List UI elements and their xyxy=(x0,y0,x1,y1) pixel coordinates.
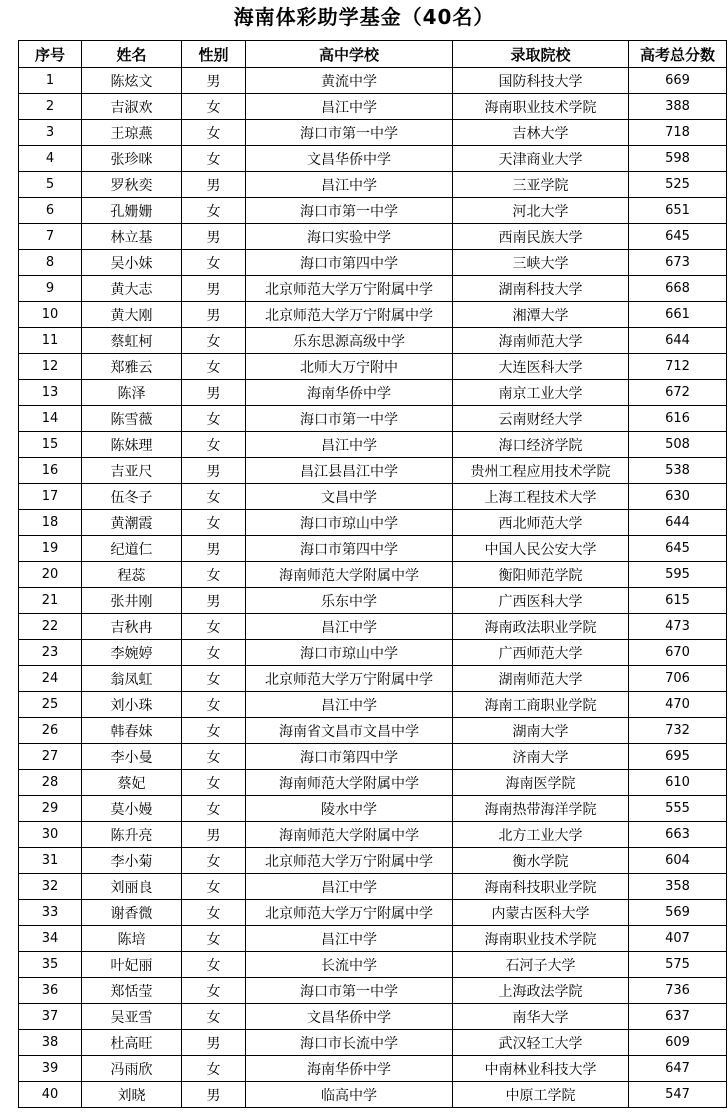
cell-index: 11 xyxy=(19,328,82,354)
table-row xyxy=(19,380,727,406)
cell-university: 湖南科技大学 xyxy=(453,276,629,302)
table-row xyxy=(19,354,727,380)
cell-name: 陈妹理 xyxy=(82,432,182,458)
cell-university: 海南医学院 xyxy=(453,770,629,796)
cell-name: 张井刚 xyxy=(82,588,182,614)
cell-score: 706 xyxy=(629,666,727,692)
cell-index: 28 xyxy=(19,770,82,796)
cell-university: 云南财经大学 xyxy=(453,406,629,432)
cell-score: 736 xyxy=(629,978,727,1004)
cell-score: 661 xyxy=(629,302,727,328)
cell-name: 蔡虹柯 xyxy=(82,328,182,354)
cell-high-school: 海南华侨中学 xyxy=(246,380,453,406)
cell-high-school: 昌江中学 xyxy=(246,94,453,120)
cell-name: 黄大刚 xyxy=(82,302,182,328)
cell-university: 海南师范大学 xyxy=(453,328,629,354)
cell-index: 35 xyxy=(19,952,82,978)
table-row xyxy=(19,302,727,328)
cell-score: 525 xyxy=(629,172,727,198)
cell-name: 谢香微 xyxy=(82,900,182,926)
cell-index: 36 xyxy=(19,978,82,1004)
cell-name: 叶妃丽 xyxy=(82,952,182,978)
cell-name: 张珍咪 xyxy=(82,146,182,172)
cell-name: 吴小妹 xyxy=(82,250,182,276)
table-row xyxy=(19,484,727,510)
cell-university: 贵州工程应用技术学院 xyxy=(453,458,629,484)
cell-score: 630 xyxy=(629,484,727,510)
table-row xyxy=(19,614,727,640)
cell-gender: 男 xyxy=(182,224,246,250)
cell-gender: 男 xyxy=(182,172,246,198)
cell-score: 569 xyxy=(629,900,727,926)
cell-name: 郑恬莹 xyxy=(82,978,182,1004)
cell-index: 22 xyxy=(19,614,82,640)
cell-gender: 男 xyxy=(182,68,246,94)
cell-gender: 女 xyxy=(182,120,246,146)
cell-index: 37 xyxy=(19,1004,82,1030)
cell-index: 3 xyxy=(19,120,82,146)
cell-gender: 女 xyxy=(182,900,246,926)
cell-name: 黄潮霞 xyxy=(82,510,182,536)
cell-university: 大连医科大学 xyxy=(453,354,629,380)
table-row xyxy=(19,874,727,900)
cell-name: 李小菊 xyxy=(82,848,182,874)
cell-name: 吉亚尺 xyxy=(82,458,182,484)
cell-university: 天津商业大学 xyxy=(453,146,629,172)
cell-university: 南京工业大学 xyxy=(453,380,629,406)
cell-high-school: 北京师范大学万宁附属中学 xyxy=(246,276,453,302)
cell-name: 莫小嫚 xyxy=(82,796,182,822)
cell-high-school: 文昌中学 xyxy=(246,484,453,510)
cell-index: 32 xyxy=(19,874,82,900)
cell-score: 538 xyxy=(629,458,727,484)
cell-score: 508 xyxy=(629,432,727,458)
cell-high-school: 海口市琼山中学 xyxy=(246,640,453,666)
cell-high-school: 北京师范大学万宁附属中学 xyxy=(246,666,453,692)
cell-score: 732 xyxy=(629,718,727,744)
cell-gender: 女 xyxy=(182,198,246,224)
cell-score: 610 xyxy=(629,770,727,796)
cell-name: 杜高旺 xyxy=(82,1030,182,1056)
cell-university: 西北师范大学 xyxy=(453,510,629,536)
cell-gender: 男 xyxy=(182,1082,246,1108)
page-title: 海南体彩助学基金（40名） xyxy=(233,5,495,29)
cell-name: 吉秋冉 xyxy=(82,614,182,640)
cell-score: 615 xyxy=(629,588,727,614)
cell-index: 5 xyxy=(19,172,82,198)
cell-name: 程蕊 xyxy=(82,562,182,588)
cell-index: 16 xyxy=(19,458,82,484)
table-row xyxy=(19,978,727,1004)
cell-name: 陈升亮 xyxy=(82,822,182,848)
cell-high-school: 海南华侨中学 xyxy=(246,1056,453,1082)
cell-index: 33 xyxy=(19,900,82,926)
cell-university: 中南林业科技大学 xyxy=(453,1056,629,1082)
cell-name: 陈培 xyxy=(82,926,182,952)
cell-high-school: 海口市长流中学 xyxy=(246,1030,453,1056)
header-high-school: 高中学校 xyxy=(246,41,453,68)
cell-gender: 女 xyxy=(182,692,246,718)
table-row xyxy=(19,640,727,666)
cell-name: 罗秋奕 xyxy=(82,172,182,198)
cell-university: 湖南师范大学 xyxy=(453,666,629,692)
cell-high-school: 海口市第四中学 xyxy=(246,744,453,770)
cell-gender: 女 xyxy=(182,1004,246,1030)
cell-gender: 女 xyxy=(182,406,246,432)
table-row xyxy=(19,94,727,120)
cell-score: 616 xyxy=(629,406,727,432)
cell-index: 20 xyxy=(19,562,82,588)
cell-index: 21 xyxy=(19,588,82,614)
cell-index: 6 xyxy=(19,198,82,224)
cell-gender: 男 xyxy=(182,458,246,484)
cell-gender: 女 xyxy=(182,744,246,770)
cell-gender: 男 xyxy=(182,380,246,406)
cell-university: 南华大学 xyxy=(453,1004,629,1030)
cell-index: 27 xyxy=(19,744,82,770)
table-row xyxy=(19,692,727,718)
cell-gender: 女 xyxy=(182,250,246,276)
cell-name: 刘丽良 xyxy=(82,874,182,900)
cell-gender: 女 xyxy=(182,926,246,952)
cell-score: 637 xyxy=(629,1004,727,1030)
cell-index: 31 xyxy=(19,848,82,874)
cell-score: 555 xyxy=(629,796,727,822)
cell-score: 718 xyxy=(629,120,727,146)
cell-university: 济南大学 xyxy=(453,744,629,770)
cell-university: 中国人民公安大学 xyxy=(453,536,629,562)
cell-index: 24 xyxy=(19,666,82,692)
cell-index: 25 xyxy=(19,692,82,718)
cell-gender: 女 xyxy=(182,484,246,510)
cell-high-school: 海口实验中学 xyxy=(246,224,453,250)
cell-high-school: 北京师范大学万宁附属中学 xyxy=(246,302,453,328)
table-row xyxy=(19,900,727,926)
table-row xyxy=(19,250,727,276)
cell-index: 14 xyxy=(19,406,82,432)
table-row xyxy=(19,1004,727,1030)
cell-high-school: 昌江中学 xyxy=(246,926,453,952)
table-row xyxy=(19,172,727,198)
table-row xyxy=(19,848,727,874)
cell-gender: 女 xyxy=(182,770,246,796)
cell-index: 10 xyxy=(19,302,82,328)
cell-score: 604 xyxy=(629,848,727,874)
table-row xyxy=(19,588,727,614)
cell-name: 孔姗姗 xyxy=(82,198,182,224)
cell-gender: 男 xyxy=(182,302,246,328)
cell-high-school: 黄流中学 xyxy=(246,68,453,94)
cell-gender: 女 xyxy=(182,874,246,900)
cell-score: 647 xyxy=(629,1056,727,1082)
cell-score: 663 xyxy=(629,822,727,848)
cell-high-school: 乐东中学 xyxy=(246,588,453,614)
cell-university: 广西医科大学 xyxy=(453,588,629,614)
cell-score: 644 xyxy=(629,328,727,354)
cell-index: 29 xyxy=(19,796,82,822)
cell-high-school: 海口市第一中学 xyxy=(246,198,453,224)
cell-score: 645 xyxy=(629,224,727,250)
cell-index: 13 xyxy=(19,380,82,406)
cell-gender: 男 xyxy=(182,536,246,562)
table-row xyxy=(19,224,727,250)
cell-high-school: 昌江中学 xyxy=(246,172,453,198)
cell-score: 712 xyxy=(629,354,727,380)
cell-name: 翁凤虹 xyxy=(82,666,182,692)
cell-score: 358 xyxy=(629,874,727,900)
cell-high-school: 文昌华侨中学 xyxy=(246,146,453,172)
table-row xyxy=(19,328,727,354)
cell-university: 衡阳师范学院 xyxy=(453,562,629,588)
cell-university: 三峡大学 xyxy=(453,250,629,276)
cell-name: 吉淑欢 xyxy=(82,94,182,120)
cell-score: 644 xyxy=(629,510,727,536)
cell-gender: 女 xyxy=(182,978,246,1004)
cell-university: 湘潭大学 xyxy=(453,302,629,328)
cell-university: 三亚学院 xyxy=(453,172,629,198)
cell-gender: 女 xyxy=(182,640,246,666)
cell-index: 23 xyxy=(19,640,82,666)
cell-index: 15 xyxy=(19,432,82,458)
cell-high-school: 海口市第一中学 xyxy=(246,406,453,432)
cell-high-school: 文昌华侨中学 xyxy=(246,1004,453,1030)
header-university: 录取院校 xyxy=(453,41,629,68)
cell-high-school: 海口市第一中学 xyxy=(246,978,453,1004)
cell-index: 19 xyxy=(19,536,82,562)
header-index: 序号 xyxy=(19,41,82,68)
cell-name: 刘小珠 xyxy=(82,692,182,718)
cell-high-school: 昌江中学 xyxy=(246,874,453,900)
header-name: 姓名 xyxy=(82,41,182,68)
cell-university: 内蒙古医科大学 xyxy=(453,900,629,926)
cell-university: 上海政法学院 xyxy=(453,978,629,1004)
cell-index: 12 xyxy=(19,354,82,380)
cell-score: 547 xyxy=(629,1082,727,1108)
cell-high-school: 长流中学 xyxy=(246,952,453,978)
cell-name: 李婉婷 xyxy=(82,640,182,666)
table-row xyxy=(19,198,727,224)
cell-high-school: 海南师范大学附属中学 xyxy=(246,562,453,588)
cell-university: 北方工业大学 xyxy=(453,822,629,848)
cell-score: 668 xyxy=(629,276,727,302)
cell-high-school: 海南师范大学附属中学 xyxy=(246,770,453,796)
cell-name: 郑雅云 xyxy=(82,354,182,380)
cell-score: 670 xyxy=(629,640,727,666)
cell-score: 473 xyxy=(629,614,727,640)
cell-index: 1 xyxy=(19,68,82,94)
cell-gender: 女 xyxy=(182,94,246,120)
cell-university: 海南科技职业学院 xyxy=(453,874,629,900)
cell-gender: 女 xyxy=(182,796,246,822)
cell-university: 武汉轻工大学 xyxy=(453,1030,629,1056)
cell-high-school: 海口市琼山中学 xyxy=(246,510,453,536)
cell-name: 黄大志 xyxy=(82,276,182,302)
cell-name: 纪道仁 xyxy=(82,536,182,562)
cell-university: 海口经济学院 xyxy=(453,432,629,458)
table-row xyxy=(19,822,727,848)
cell-score: 388 xyxy=(629,94,727,120)
table-row xyxy=(19,562,727,588)
cell-high-school: 北师大万宁附中 xyxy=(246,354,453,380)
table-row xyxy=(19,458,727,484)
table-row xyxy=(19,744,727,770)
table-row xyxy=(19,120,727,146)
table-row xyxy=(19,68,727,94)
cell-score: 595 xyxy=(629,562,727,588)
cell-gender: 男 xyxy=(182,1030,246,1056)
cell-index: 2 xyxy=(19,94,82,120)
cell-index: 39 xyxy=(19,1056,82,1082)
cell-score: 609 xyxy=(629,1030,727,1056)
cell-gender: 女 xyxy=(182,432,246,458)
header-gender: 性别 xyxy=(182,41,246,68)
cell-university: 湖南大学 xyxy=(453,718,629,744)
cell-gender: 女 xyxy=(182,1056,246,1082)
cell-university: 石河子大学 xyxy=(453,952,629,978)
cell-gender: 女 xyxy=(182,848,246,874)
cell-high-school: 海口市第一中学 xyxy=(246,120,453,146)
cell-name: 李小曼 xyxy=(82,744,182,770)
table-row xyxy=(19,1056,727,1082)
cell-university: 吉林大学 xyxy=(453,120,629,146)
cell-name: 韩春妹 xyxy=(82,718,182,744)
cell-high-school: 北京师范大学万宁附属中学 xyxy=(246,900,453,926)
cell-score: 575 xyxy=(629,952,727,978)
table-row xyxy=(19,406,727,432)
header-score: 高考总分数 xyxy=(629,41,727,68)
cell-high-school: 昌江县昌江中学 xyxy=(246,458,453,484)
cell-index: 26 xyxy=(19,718,82,744)
cell-index: 34 xyxy=(19,926,82,952)
cell-gender: 女 xyxy=(182,666,246,692)
cell-name: 伍冬子 xyxy=(82,484,182,510)
cell-index: 30 xyxy=(19,822,82,848)
cell-score: 672 xyxy=(629,380,727,406)
cell-name: 林立基 xyxy=(82,224,182,250)
table-row xyxy=(19,666,727,692)
cell-high-school: 海口市第四中学 xyxy=(246,536,453,562)
cell-university: 国防科技大学 xyxy=(453,68,629,94)
cell-university: 河北大学 xyxy=(453,198,629,224)
table-row xyxy=(19,146,727,172)
cell-high-school: 昌江中学 xyxy=(246,614,453,640)
cell-score: 407 xyxy=(629,926,727,952)
cell-index: 17 xyxy=(19,484,82,510)
cell-gender: 女 xyxy=(182,562,246,588)
table-row xyxy=(19,926,727,952)
cell-name: 蔡妃 xyxy=(82,770,182,796)
table-row xyxy=(19,1082,727,1108)
cell-gender: 女 xyxy=(182,718,246,744)
cell-name: 王琼燕 xyxy=(82,120,182,146)
cell-gender: 女 xyxy=(182,328,246,354)
cell-index: 8 xyxy=(19,250,82,276)
cell-gender: 女 xyxy=(182,952,246,978)
cell-score: 695 xyxy=(629,744,727,770)
cell-gender: 男 xyxy=(182,276,246,302)
cell-high-school: 昌江中学 xyxy=(246,692,453,718)
cell-score: 669 xyxy=(629,68,727,94)
cell-index: 18 xyxy=(19,510,82,536)
cell-high-school: 临高中学 xyxy=(246,1082,453,1108)
table-row xyxy=(19,952,727,978)
cell-name: 吴亚雪 xyxy=(82,1004,182,1030)
cell-index: 40 xyxy=(19,1082,82,1108)
cell-university: 西南民族大学 xyxy=(453,224,629,250)
cell-university: 衡水学院 xyxy=(453,848,629,874)
cell-index: 38 xyxy=(19,1030,82,1056)
cell-university: 海南热带海洋学院 xyxy=(453,796,629,822)
cell-gender: 女 xyxy=(182,146,246,172)
cell-high-school: 乐东思源高级中学 xyxy=(246,328,453,354)
cell-name: 冯雨欣 xyxy=(82,1056,182,1082)
cell-score: 645 xyxy=(629,536,727,562)
cell-university: 海南工商职业学院 xyxy=(453,692,629,718)
cell-gender: 女 xyxy=(182,354,246,380)
table-row xyxy=(19,276,727,302)
cell-high-school: 海南师范大学附属中学 xyxy=(246,822,453,848)
cell-high-school: 陵水中学 xyxy=(246,796,453,822)
table-row xyxy=(19,510,727,536)
table-row xyxy=(19,1030,727,1056)
cell-score: 673 xyxy=(629,250,727,276)
cell-high-school: 海南省文昌市文昌中学 xyxy=(246,718,453,744)
table-row xyxy=(19,432,727,458)
table-row xyxy=(19,536,727,562)
cell-index: 9 xyxy=(19,276,82,302)
cell-gender: 女 xyxy=(182,614,246,640)
cell-name: 陈炫文 xyxy=(82,68,182,94)
cell-name: 陈泽 xyxy=(82,380,182,406)
cell-score: 651 xyxy=(629,198,727,224)
cell-university: 广西师范大学 xyxy=(453,640,629,666)
cell-name: 陈雪薇 xyxy=(82,406,182,432)
cell-high-school: 昌江中学 xyxy=(246,432,453,458)
cell-score: 598 xyxy=(629,146,727,172)
cell-high-school: 北京师范大学万宁附属中学 xyxy=(246,848,453,874)
cell-score: 470 xyxy=(629,692,727,718)
cell-university: 海南职业技术学院 xyxy=(453,926,629,952)
cell-index: 4 xyxy=(19,146,82,172)
table-row xyxy=(19,718,727,744)
cell-university: 上海工程技术大学 xyxy=(453,484,629,510)
table-header-row xyxy=(19,41,727,68)
cell-gender: 男 xyxy=(182,822,246,848)
cell-index: 7 xyxy=(19,224,82,250)
table-row xyxy=(19,770,727,796)
cell-name: 刘晓 xyxy=(82,1082,182,1108)
table-body xyxy=(19,68,727,1108)
table-row xyxy=(19,796,727,822)
cell-high-school: 海口市第四中学 xyxy=(246,250,453,276)
cell-gender: 女 xyxy=(182,510,246,536)
cell-gender: 男 xyxy=(182,588,246,614)
cell-university: 海南政法职业学院 xyxy=(453,614,629,640)
cell-university: 海南职业技术学院 xyxy=(453,94,629,120)
cell-university: 中原工学院 xyxy=(453,1082,629,1108)
scholarship-table xyxy=(18,40,727,1108)
